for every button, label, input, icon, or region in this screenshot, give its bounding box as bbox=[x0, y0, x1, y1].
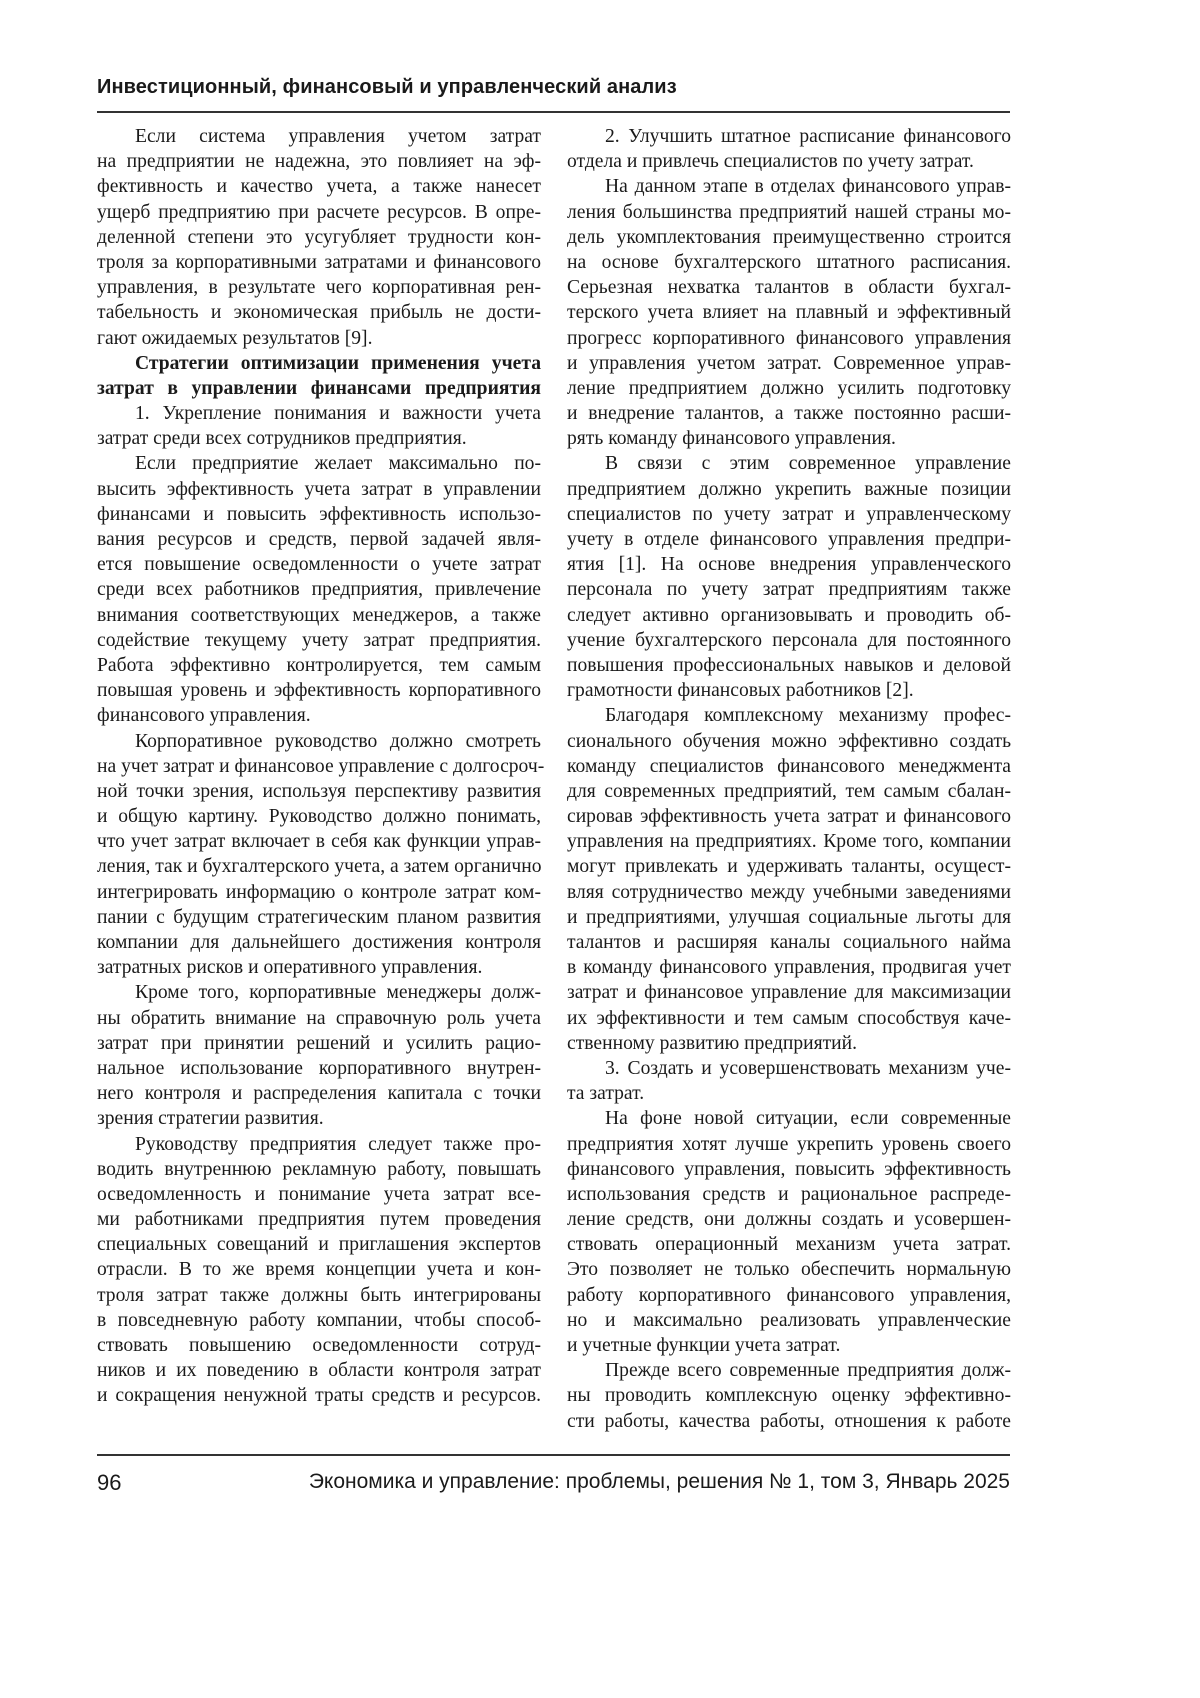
text-line: Руководству предприятия следует также про- bbox=[97, 1132, 541, 1157]
text-line: отдела и привлечь специалистов по учету затрат. bbox=[567, 149, 1011, 174]
text-line: Прежде всего современные предприятия долж- bbox=[567, 1358, 1011, 1383]
text-line: на учет затрат и финансовое управление с долгосроч- bbox=[97, 754, 541, 779]
text-line: Это позволяет не только обеспечить нормальную bbox=[567, 1257, 1011, 1282]
text-line: 1. Укрепление понимания и важности учета bbox=[97, 401, 541, 426]
text-line: но и максимально реализовать управленческие bbox=[567, 1308, 1011, 1333]
text-line: использования средств и рациональное распреде- bbox=[567, 1182, 1011, 1207]
text-line: та затрат. bbox=[567, 1081, 1011, 1106]
running-header: Инвестиционный, финансовый и управленческий анализ bbox=[97, 76, 677, 99]
text-line: учение бухгалтерского персонала для постоянного bbox=[567, 628, 1011, 653]
text-line: затратных рисков и оперативного управления. bbox=[97, 955, 541, 980]
paragraph bbox=[97, 729, 541, 981]
section-heading bbox=[97, 351, 541, 401]
text-line: деленной степени это усугубляет трудности кон- bbox=[97, 225, 541, 250]
text-line: для современных предприятий, тем самым сбалан- bbox=[567, 779, 1011, 804]
paragraph bbox=[97, 1132, 541, 1409]
paragraph bbox=[567, 703, 1011, 1056]
text-line: 2. Улучшить штатное расписание финансового bbox=[567, 124, 1011, 149]
text-line: рять команду финансового управления. bbox=[567, 426, 1011, 451]
text-line: Стратегии оптимизации применения учета bbox=[97, 351, 541, 376]
text-line: персонала по учету затрат предприятиям также bbox=[567, 577, 1011, 602]
text-line: финансового управления. bbox=[97, 703, 541, 728]
text-line: 3. Создать и усовершенствовать механизм уче- bbox=[567, 1056, 1011, 1081]
right-column bbox=[567, 124, 1011, 1434]
text-line: компании для дальнейшего достижения контроля bbox=[97, 930, 541, 955]
text-line: троля затрат также должны быть интегрированы bbox=[97, 1283, 541, 1308]
text-line: ления большинства предприятий нашей страны мо- bbox=[567, 200, 1011, 225]
text-line: среди всех работников предприятия, привлечение bbox=[97, 577, 541, 602]
text-line: высить эффективность учета затрат в управлении bbox=[97, 477, 541, 502]
text-line: ления, так и бухгалтерского учета, а затем органично bbox=[97, 854, 541, 879]
text-line: грамотности финансовых работников [2]. bbox=[567, 678, 1011, 703]
text-line: прогресс корпоративного финансового управления bbox=[567, 326, 1011, 351]
text-line: управления, в результате чего корпоративная рен- bbox=[97, 275, 541, 300]
text-line: затрат и финансовое управление для максимизации bbox=[567, 980, 1011, 1005]
page-number: 96 bbox=[97, 1470, 121, 1496]
paragraph bbox=[567, 1056, 1011, 1106]
text-line: в повседневную работу компании, чтобы способ- bbox=[97, 1308, 541, 1333]
text-line: Если предприятие желает максимально по- bbox=[97, 451, 541, 476]
text-line: и предприятиями, улучшая социальные льготы для bbox=[567, 905, 1011, 930]
header-rule bbox=[97, 111, 1010, 113]
left-column bbox=[97, 124, 541, 1409]
paragraph bbox=[567, 174, 1011, 451]
text-line: учету в отделе финансового управления предпри- bbox=[567, 527, 1011, 552]
text-line: работу корпоративного финансового управления, bbox=[567, 1283, 1011, 1308]
text-line: сировав эффективность учета затрат и финансового bbox=[567, 804, 1011, 829]
text-line: осведомленность и понимание учета затрат все- bbox=[97, 1182, 541, 1207]
text-line: На фоне новой ситуации, если современные bbox=[567, 1106, 1011, 1131]
text-line: В связи с этим современное управление bbox=[567, 451, 1011, 476]
text-line: табельность и экономическая прибыль не дости- bbox=[97, 300, 541, 325]
text-line: финансового управления, повысить эффективность bbox=[567, 1157, 1011, 1182]
text-line: вляя сотрудничество между учебными заведениями bbox=[567, 880, 1011, 905]
paragraph bbox=[567, 1358, 1011, 1434]
text-line: управления на предприятиях. Кроме того, компании bbox=[567, 829, 1011, 854]
text-line: пании с будущим стратегическим планом развития bbox=[97, 905, 541, 930]
text-line: ется повышение осведомленности о учете затрат bbox=[97, 552, 541, 577]
text-line: вания ресурсов и средств, первой задачей явля- bbox=[97, 527, 541, 552]
text-line: Серьезная нехватка талантов в области бухгал- bbox=[567, 275, 1011, 300]
text-line: фективность и качество учета, а также нанесет bbox=[97, 174, 541, 199]
text-line: На данном этапе в отделах финансового управ- bbox=[567, 174, 1011, 199]
text-line: финансами и повысить эффективность использо- bbox=[97, 502, 541, 527]
text-line: Корпоративное руководство должно смотреть bbox=[97, 729, 541, 754]
text-line: предприятия хотят лучше укрепить уровень своего bbox=[567, 1132, 1011, 1157]
text-line: в команду финансового управления, продвигая учет bbox=[567, 955, 1011, 980]
text-line: затрат среди всех сотрудников предприятия. bbox=[97, 426, 541, 451]
text-line: затрат в управлении финансами предприятия bbox=[97, 376, 541, 401]
text-line: талантов и расширяя каналы социального найма bbox=[567, 930, 1011, 955]
text-line: ущерб предприятию при расчете ресурсов. В опре- bbox=[97, 200, 541, 225]
text-line: сти работы, качества работы, отношения к работе bbox=[567, 1409, 1011, 1434]
text-line: ятия [1]. На основе внедрения управленческого bbox=[567, 552, 1011, 577]
text-line: следует активно организовывать и проводить об- bbox=[567, 603, 1011, 628]
text-line: ны проводить комплексную оценку эффективно- bbox=[567, 1383, 1011, 1408]
paragraph bbox=[97, 401, 541, 451]
text-line: могут привлекать и удерживать таланты, осущест- bbox=[567, 854, 1011, 879]
text-line: и внедрение талантов, а также постоянно расши- bbox=[567, 401, 1011, 426]
text-line: ников и их поведению в области контроля затрат bbox=[97, 1358, 541, 1383]
text-line: ление предприятием должно усилить подготовку bbox=[567, 376, 1011, 401]
text-line: их эффективности и тем самым способствуя каче- bbox=[567, 1006, 1011, 1031]
journal-citation: Экономика и управление: проблемы, решения № 1, том 3, Январь 2025 bbox=[309, 1470, 1010, 1494]
text-line: что учет затрат включает в себя как функции управ- bbox=[97, 829, 541, 854]
text-line: ствовать операционный механизм учета затрат. bbox=[567, 1232, 1011, 1257]
text-line: содействие текущему учету затрат предприятия. bbox=[97, 628, 541, 653]
text-line: специалистов по учету затрат и управленческому bbox=[567, 502, 1011, 527]
text-line: водить внутреннюю рекламную работу, повышать bbox=[97, 1157, 541, 1182]
text-line: повышения профессиональных навыков и деловой bbox=[567, 653, 1011, 678]
text-line: терского учета влияет на плавный и эффективный bbox=[567, 300, 1011, 325]
paragraph bbox=[97, 451, 541, 728]
text-line: троля за корпоративными затратами и финансового bbox=[97, 250, 541, 275]
text-line: ной точки зрения, используя перспективу развития bbox=[97, 779, 541, 804]
text-line: зрения стратегии развития. bbox=[97, 1106, 541, 1131]
text-line: дель укомплектования преимущественно строится bbox=[567, 225, 1011, 250]
text-line: ление средств, они должны создать и усовершен- bbox=[567, 1207, 1011, 1232]
text-line: затрат при принятии решений и усилить рацио- bbox=[97, 1031, 541, 1056]
paragraph bbox=[97, 980, 541, 1131]
text-line: сионального обучения можно эффективно создать bbox=[567, 729, 1011, 754]
paragraph bbox=[567, 124, 1011, 174]
text-line: и сокращения ненужной траты средств и ресурсов. bbox=[97, 1383, 541, 1408]
text-line: внимания соответствующих менеджеров, а также bbox=[97, 603, 541, 628]
text-line: повышая уровень и эффективность корпоративного bbox=[97, 678, 541, 703]
text-line: специальных совещаний и приглашения экспертов bbox=[97, 1232, 541, 1257]
text-line: команду специалистов финансового менеджмента bbox=[567, 754, 1011, 779]
text-line: ственному развитию предприятий. bbox=[567, 1031, 1011, 1056]
text-line: нальное использование корпоративного внутрен- bbox=[97, 1056, 541, 1081]
text-line: и управления учетом затрат. Современное управ- bbox=[567, 351, 1011, 376]
text-line: Если система управления учетом затрат bbox=[97, 124, 541, 149]
text-line: ствовать повышению осведомленности сотруд- bbox=[97, 1333, 541, 1358]
paragraph bbox=[97, 124, 541, 351]
text-line: на предприятии не надежна, это повлияет на эф- bbox=[97, 149, 541, 174]
text-line: отрасли. В то же время концепции учета и кон- bbox=[97, 1257, 541, 1282]
text-line: Кроме того, корпоративные менеджеры долж- bbox=[97, 980, 541, 1005]
footer-rule bbox=[97, 1454, 1010, 1456]
text-line: ми работниками предприятия путем проведения bbox=[97, 1207, 541, 1232]
text-line: интегрировать информацию о контроле затрат ком- bbox=[97, 880, 541, 905]
text-line: предприятием должно укрепить важные позиции bbox=[567, 477, 1011, 502]
text-line: гают ожидаемых результатов [9]. bbox=[97, 326, 541, 351]
text-line: на основе бухгалтерского штатного расписания. bbox=[567, 250, 1011, 275]
text-line: Благодаря комплексному механизму профес- bbox=[567, 703, 1011, 728]
paragraph bbox=[567, 1106, 1011, 1358]
text-line: и общую картину. Руководство должно понимать, bbox=[97, 804, 541, 829]
paragraph bbox=[567, 451, 1011, 703]
text-line: ны обратить внимание на справочную роль учета bbox=[97, 1006, 541, 1031]
text-line: него контроля и распределения капитала с точки bbox=[97, 1081, 541, 1106]
text-line: Работа эффективно контролируется, тем самым bbox=[97, 653, 541, 678]
text-line: и учетные функции учета затрат. bbox=[567, 1333, 1011, 1358]
